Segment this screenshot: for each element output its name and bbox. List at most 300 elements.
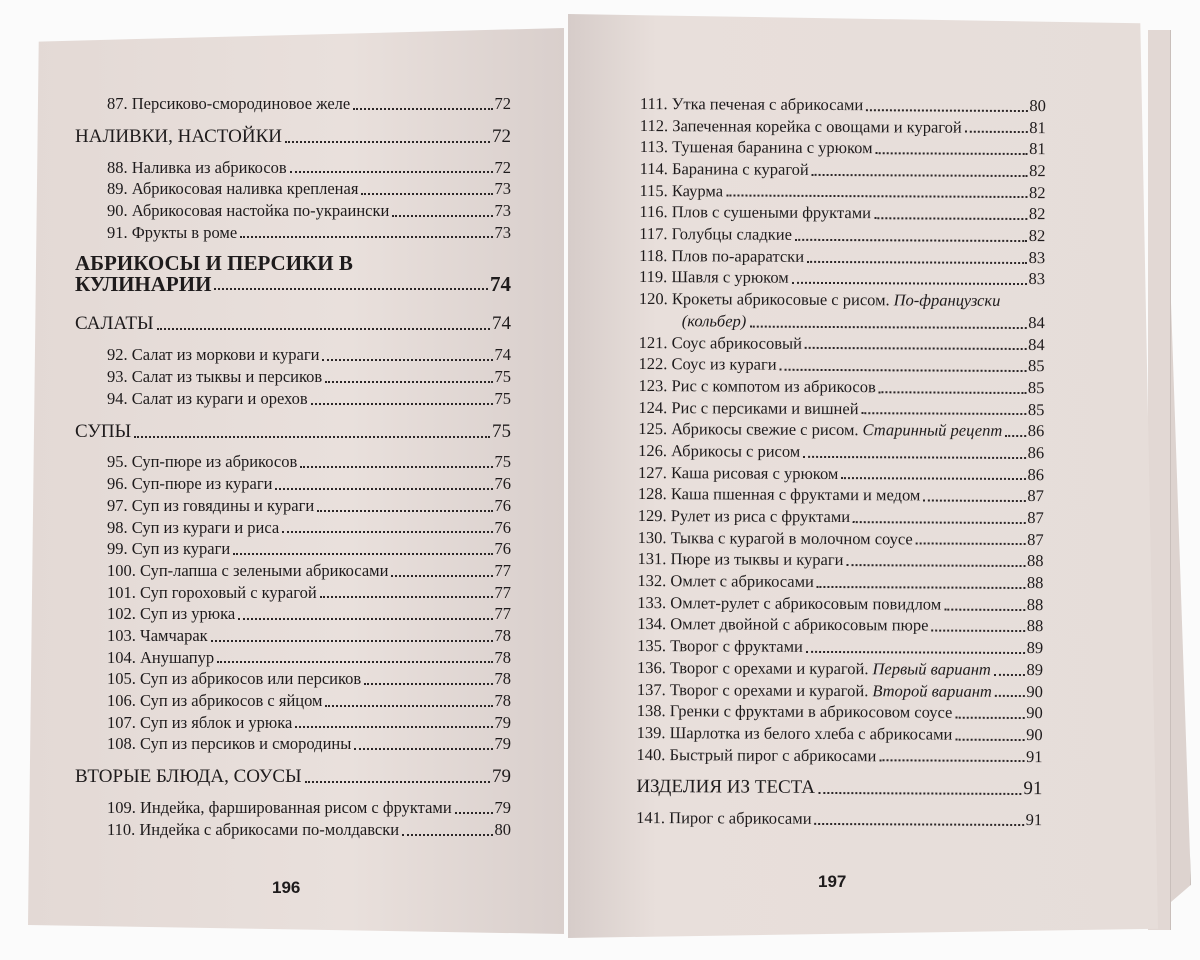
entry-number: 111. [639,93,668,114]
page-ref: 90 [1026,724,1043,745]
toc-entry [637,592,1043,616]
entry-title: Шарлотка из белого хлеба с абрикосами [669,723,953,744]
toc-entry [75,344,511,366]
page-ref: 79 [494,798,511,818]
entry-number: 89. [107,179,128,199]
entry-title: Суп из кураги [131,539,231,559]
entry-number: 138. [636,701,666,721]
entry-title: Запеченная корейка с овощами и курагой [672,115,962,137]
toc-entry [75,473,511,495]
entry-number: 139. [636,722,666,743]
dot-leader [305,781,490,783]
toc-section [636,776,1042,800]
entry-title: Творог с орехами и курагой. [669,679,869,700]
toc-entry [638,548,1044,572]
entry-number: 140. [636,744,666,764]
toc-entry [637,679,1043,703]
dot-leader [275,488,492,490]
entry-note: Первый вариант [872,659,991,679]
entry-number: 130. [637,527,667,547]
entry-title: Плов по-араратски [671,245,805,266]
entry-title: Наливка из абрикосов [131,157,287,177]
entry-number: 104. [107,647,136,667]
toc-entry [638,418,1044,442]
toc-entry [638,483,1044,507]
dot-leader [812,174,1027,177]
entry-number: 90. [107,201,128,221]
dot-leader [955,717,1024,719]
entry-number: 127. [637,462,667,482]
dot-leader [874,217,1027,220]
page-ref: 74 [494,345,511,365]
entry-title: Гренки с фруктами в абрикосовом соусе [669,701,953,722]
page-ref: 85 [1027,399,1045,419]
entry-title: Утка печеная с абрикосами [671,94,864,115]
page-ref: 75 [494,388,511,408]
entry-title: Суп из абрикосов с яйцом [140,691,323,711]
toc-entry [637,635,1043,659]
dot-leader [806,651,1025,654]
section-title: ИЗДЕЛИЯ ИЗ ТЕСТА [636,776,816,799]
toc-entry [75,733,511,755]
entry-number: 87. [107,93,128,113]
page-ref: 78 [494,647,511,667]
dot-leader [211,640,493,642]
dot-leader [995,695,1025,697]
page-ref: 89 [1026,638,1044,658]
entry-title: Каурма [671,180,724,201]
entry-number: 106. [107,691,136,711]
toc-left-column [75,93,511,841]
dot-leader [965,131,1028,133]
page-ref: 80 [494,819,511,839]
dot-leader [325,705,492,707]
toc-entry [75,200,511,222]
dot-leader [841,477,1025,480]
entry-number: 92. [107,345,128,365]
page-ref: 88 [1026,573,1044,593]
entry-title: Омлет с абрикосами [670,571,814,592]
page-ref: 86 [1027,421,1045,441]
section-title: САЛАТЫ [75,313,154,335]
toc-right-column [636,93,1046,831]
entry-title: Тушеная баранина с урюком [672,137,873,158]
entry-title: Баранина с курагой [671,159,809,179]
page-ref: 72 [492,125,511,147]
toc-entry [636,807,1042,831]
toc-entry [639,245,1045,269]
chapter-title-line [75,274,511,295]
toc-entry [639,288,1045,312]
dot-leader [931,630,1024,632]
entry-title: Суп из яблок и урюка [140,712,293,732]
toc-entry [637,570,1043,594]
entry-title: Суп из абрикосов или персиков [140,669,362,689]
page-ref: 73 [494,179,511,199]
entry-title: Рис с компотом из абрикосов [671,376,876,397]
page-number-right: 197 [818,872,847,891]
page-ref: 73 [494,222,511,242]
entry-number: 105. [107,669,136,689]
dot-leader [792,282,1027,285]
page-ref: 78 [494,625,511,645]
entry-title: Каша рисовая с урюком [670,462,839,483]
dot-leader [805,347,1026,350]
entry-number: 88. [107,157,128,177]
section-title: НАЛИВКИ, НАСТОЙКИ [75,125,282,147]
dot-leader [392,215,492,217]
dot-leader [240,236,492,238]
toc-entry [75,517,511,539]
entry-note: Старинный рецепт [862,420,1003,441]
dot-leader [803,456,1025,459]
entry-title: Голубцы сладкие [671,224,792,244]
dot-leader [817,586,1025,589]
entry-number: 128. [637,484,667,504]
page-ref: 88 [1026,616,1044,636]
dot-leader [916,543,1025,546]
chapter-title: КУЛИНАРИИ [75,272,212,297]
section-title: ВТОРЫЕ БЛЮДА, СОУСЫ [75,766,302,788]
entry-title: Каша пшенная с фруктами и медом [670,484,921,505]
toc-section [75,313,511,335]
entry-title: Абрикосы с рисом [671,441,801,461]
entry-number: 109. [107,798,136,818]
entry-title: Салат из моркови и кураги [131,345,320,365]
entry-title: Омлет двойной с абрикосовым пюре [670,614,929,636]
page-ref: 82 [1028,204,1046,224]
toc-entry [639,180,1045,204]
page-ref: 84 [1028,334,1045,354]
page-ref: 88 [1026,594,1044,614]
page-ref: 87 [1027,508,1044,528]
toc-entry [75,625,511,647]
entry-number: 101. [107,582,136,602]
entry-title: Омлет-рулет с абрикосовым повидлом [670,592,942,614]
dot-leader [795,239,1027,242]
entry-number: 95. [107,452,128,472]
page-ref: 75 [492,420,511,442]
toc-entry [75,668,511,690]
entry-number: 121. [638,332,668,352]
page-ref: 75 [494,452,511,472]
entry-number: 114. [639,159,668,179]
dot-leader [282,531,492,533]
page-ref: 73 [494,201,511,221]
page-ref: 91 [1025,746,1043,766]
entry-number: 126. [638,440,668,461]
entry-title: Абрикосовая настойка по-украински [131,201,390,221]
entry-number: 135. [637,636,667,656]
entry-number: 123. [638,375,668,396]
page-ref: 76 [494,517,511,537]
toc-entry [638,462,1044,486]
entry-number: 136. [636,657,666,678]
entry-number: 115. [639,180,668,200]
dot-leader [879,760,1024,763]
dot-leader [944,608,1025,610]
toc-entry [75,93,511,115]
dot-leader [807,260,1027,263]
entry-number: 131. [637,549,667,569]
toc-chapter [75,253,511,295]
page-ref: 85 [1028,356,1045,376]
entry-number: 113. [639,137,669,157]
toc-entry [638,505,1044,529]
toc-entry [75,495,511,517]
toc-entry [639,332,1045,356]
entry-title: Соус абрикосовый [671,332,802,353]
dot-leader [876,152,1028,155]
entry-title: Творог с фруктами [670,636,803,657]
entry-number: 91. [107,222,128,242]
dot-leader [214,288,488,290]
entry-number: 141. [636,808,666,828]
dot-leader [402,834,492,836]
dot-leader [217,661,492,663]
entry-number: 103. [107,625,136,645]
toc-section [75,126,511,148]
dot-leader [1005,435,1025,437]
toc-entry [639,201,1045,225]
page-ref: 80 [1029,96,1046,116]
toc-entry [75,647,511,669]
toc-entry [637,722,1043,746]
entry-note: По-французски [893,290,1001,311]
entry-number: 99. [107,539,128,559]
toc-entry [75,178,511,200]
toc-entry [75,157,511,179]
dot-leader [955,738,1024,740]
toc-entry [639,353,1045,377]
page-ref: 76 [494,495,511,515]
toc-entry [75,222,511,244]
page-number-left: 196 [272,878,301,897]
toc-entry [75,603,511,625]
dot-leader [353,108,492,110]
entry-number: 129. [637,506,667,526]
page-ref: 91 [1025,810,1043,830]
toc-entry [637,657,1043,681]
entry-title: Тыква с курагой в молочном соусе [670,527,913,549]
page-ref: 91 [1023,778,1043,800]
toc-entry [75,712,511,734]
entry-title: Суп-лапша с зелеными абрикосами [140,560,389,580]
entry-title: Суп-пюре из абрикосов [131,452,298,472]
entry-title: Творог с орехами и курагой. [669,658,869,679]
toc-entry [638,527,1044,551]
dot-leader [815,823,1024,826]
entry-title: Крокеты абрикосовые с рисом. [671,289,890,310]
page-ref: 82 [1028,182,1046,202]
entry-title: Суп из говядины и кураги [131,495,315,515]
dot-leader [862,412,1026,415]
entry-number: 110. [107,819,136,839]
entry-number: 134. [637,614,667,634]
entry-number: 137. [636,679,666,699]
entry-number: 112. [639,115,669,135]
dot-leader [879,391,1026,394]
page-ref: 72 [494,157,511,177]
entry-number: 96. [107,474,128,494]
section-title: СУПЫ [75,420,132,442]
dot-leader [311,403,493,405]
toc-entry [75,366,511,388]
dot-leader [325,381,492,383]
page-ref: 82 [1028,226,1046,246]
page-ref: 87 [1027,486,1044,506]
toc-entry [640,158,1046,182]
dot-leader [391,575,492,577]
dot-leader [134,436,490,438]
entry-number: 100. [107,560,136,580]
toc-entry [636,744,1042,768]
entry-number: 94. [107,388,128,408]
dot-leader [354,748,492,750]
toc-entry [75,582,511,604]
entry-title: Суп-пюре из кураги [131,474,273,494]
toc-entry-continued [639,310,1045,334]
entry-title: Плов с сушеными фруктами [671,202,872,223]
entry-title: Рис с персиками и вишней [671,397,859,418]
dot-leader [157,328,490,330]
page-ref: 88 [1027,551,1044,571]
dot-leader [994,673,1025,675]
dot-leader [818,792,1021,795]
page-ref: 79 [494,734,511,754]
dot-leader [455,812,493,814]
page-ref: 90 [1026,681,1043,701]
page-ref: 76 [494,474,511,494]
page-ref: 76 [494,539,511,559]
page-ref: 90 [1026,703,1043,723]
page-ref: 82 [1029,161,1046,181]
dot-leader [238,618,492,620]
toc-section [75,421,511,443]
entry-title: Рулет из риса с фруктами [670,506,851,527]
dot-leader [361,193,492,195]
entry-number: 102. [107,604,136,624]
entry-number: 124. [638,397,668,417]
dot-leader [726,195,1027,199]
page-ref: 74 [492,313,511,335]
page-ref: 81 [1029,139,1046,159]
entry-number: 116. [639,202,668,222]
entry-number: 108. [107,734,136,754]
toc-entry [638,440,1044,464]
page-ref: 74 [490,272,511,297]
page-ref: 78 [494,691,511,711]
entry-title: Шавля с урюком [671,267,789,288]
entry-number: 132. [637,571,667,591]
entry-note: (кольбер) [681,311,747,331]
page-ref: 75 [494,367,511,387]
entry-number: 122. [638,354,668,374]
toc-entry [75,452,511,474]
entry-title: Индейка с абрикосами по-молдавски [139,819,400,839]
toc-entry [75,797,511,819]
dot-leader [290,171,493,173]
dot-leader [749,325,1026,328]
entry-title: Индейка, фаршированная рисом с фруктами [140,798,452,818]
entry-number: 120. [638,289,668,309]
dot-leader [322,359,492,361]
toc-entry [639,223,1045,247]
toc-entry [75,388,511,410]
toc-entry [75,819,511,841]
entry-title: Салат из кураги и орехов [131,388,308,408]
toc-entry [75,538,511,560]
dot-leader [295,726,492,728]
page-ref: 78 [494,669,511,689]
toc-entry [75,690,511,712]
chapter-title-line: АБРИКОСЫ И ПЕРСИКИ В [75,251,353,276]
dot-leader [846,564,1025,567]
page-ref: 77 [494,560,511,580]
entry-title: Персиково-смородиновое желе [131,93,351,113]
toc-entry [75,560,511,582]
toc-entry [640,136,1046,160]
dot-leader [923,500,1025,503]
page-ref: 87 [1027,529,1044,549]
entry-title: Пюре из тыквы и кураги [670,549,844,570]
page-ref: 86 [1027,464,1045,484]
entry-number: 117. [639,224,668,244]
page-ref: 83 [1028,269,1046,289]
page-ref: 77 [494,604,511,624]
entry-title: Абрикосовая наливка крепленая [131,179,359,199]
toc-entry [638,375,1044,399]
entry-title: Суп из персиков и смородины [140,734,352,754]
dot-leader [300,466,492,468]
dot-leader [233,553,492,555]
entry-title: Суп из кураги и риса [131,517,280,537]
page-ref: 77 [494,582,511,602]
dot-leader [285,141,490,143]
entry-number: 133. [637,592,667,612]
page-ref: 86 [1027,443,1045,463]
page-ref: 79 [492,766,511,788]
toc-entry [638,397,1044,421]
toc-entry [639,266,1045,290]
dot-leader [780,369,1026,372]
toc-entry [637,700,1043,724]
entry-note: Второй вариант [872,680,992,701]
page-ref: 81 [1029,117,1046,137]
page-ref: 72 [494,93,511,113]
entry-title: Фрукты в роме [131,222,238,242]
entry-title: Абрикосы свежие с рисом. [671,419,859,440]
toc-entry [637,613,1043,637]
entry-title: Анушапур [140,647,215,667]
entry-title: Быстрый пирог с абрикосами [669,744,877,765]
entry-number: 93. [107,367,128,387]
page-ref: 83 [1028,247,1046,267]
page-ref: 89 [1026,659,1044,679]
entry-number: 98. [107,517,128,537]
entry-number: 119. [638,267,668,287]
dot-leader [320,596,493,598]
page-ref: 84 [1028,312,1045,332]
dot-leader [853,521,1025,524]
toc-section [75,766,511,788]
dot-leader [866,109,1027,112]
entry-title: Суп гороховый с курагой [140,582,317,602]
entry-number: 125. [638,419,668,439]
entry-number: 118. [639,245,668,265]
entry-number: 107. [107,712,136,732]
dot-leader [317,510,492,512]
